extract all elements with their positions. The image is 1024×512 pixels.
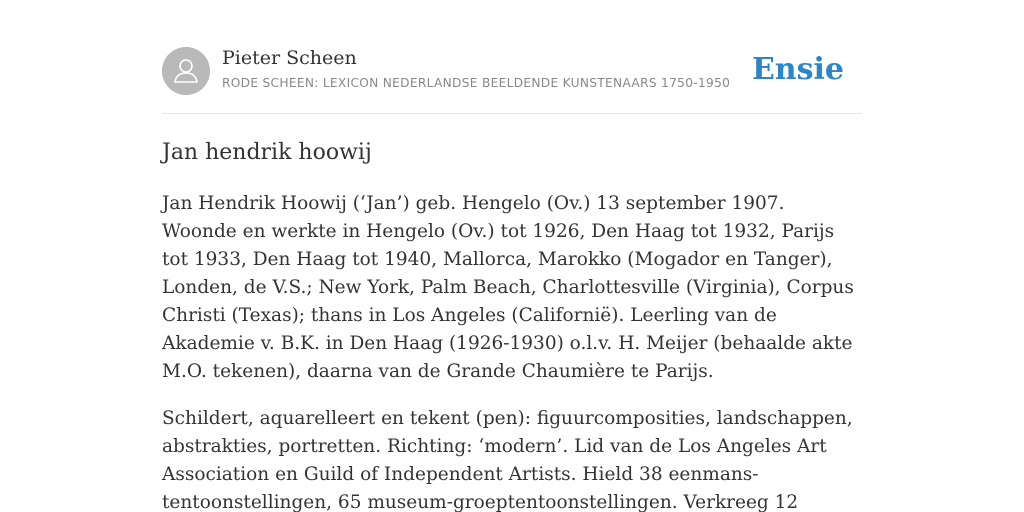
article-title: Jan hendrik hoowij — [162, 140, 372, 165]
article-page — [162, 0, 862, 512]
article-paragraph: Jan Hendrik Hoowij (‘Jan’) geb. Hengelo (Ov.) 13 september 1907. Woonde en werkte in Hengelo (Ov.) tot 1926, Den Haag tot 1932, Parijs tot 1933, Den Haag tot 1940, Mallorca, Marokko (Mogador en Tanger), Londen, de V.S.; New York, Palm Beach, Charlottesville (Virginia), Corpus Christi (Texas); thans in Los Angeles (Californië). Leerling van de Akademie v. B.K. in Den Haag (1926-1930) o.l.v. H. Meijer (behaalde akte M.O. tekenen), daarna van de Grande Chaumière te Parijs. — [162, 193, 854, 382]
article-header — [162, 46, 862, 96]
ensie-logo[interactable]: Ensie — [751, 52, 844, 87]
header-divider — [162, 113, 862, 114]
article-paragraph: Schildert, aquarelleert en tekent (pen): figuurcomposities, landschappen, abstrakties, portretten. Richting: ‘modern’. Lid van de Los Angeles Art Association en Guild of Independent Artists. Hield 38 eenmans-tentoonstellingen, 65 museum-groeptentoonstellingen. Verkreeg 12 — [162, 408, 853, 512]
author-name-link[interactable]: Pieter Scheen — [222, 47, 357, 69]
article-body — [162, 190, 862, 512]
source-name-link[interactable]: RODE SCHEEN: LEXICON NEDERLANDSE BEELDENDE KUNSTENAARS 1750-1950 — [222, 76, 731, 90]
user-silhouette-icon[interactable] — [162, 47, 210, 95]
